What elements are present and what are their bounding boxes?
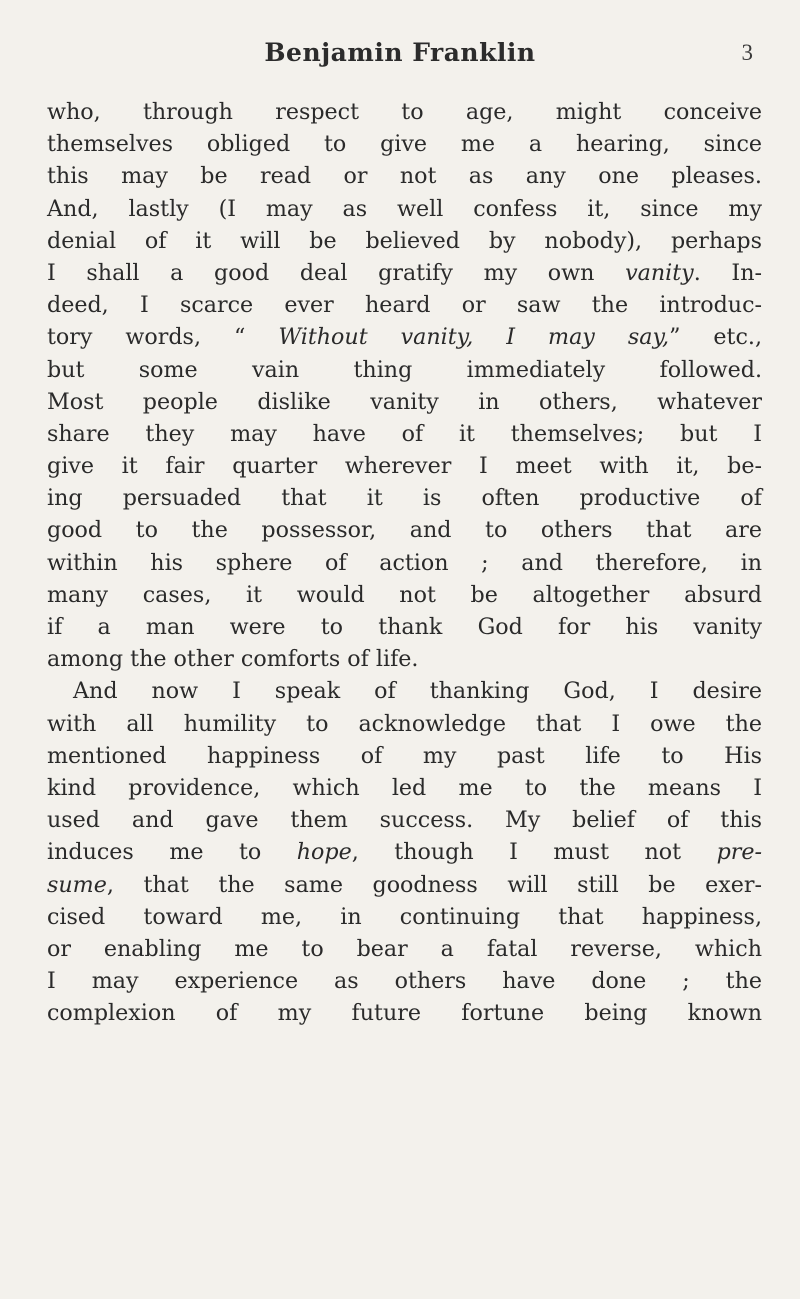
text-line: And now I speak of thanking God, I desire — [73, 678, 762, 705]
text-line: cised toward me, in continuing that happiness, — [47, 903, 762, 930]
text-line: ing persuaded that it is often productive of — [47, 485, 762, 512]
text-line: but some vain thing immediately followed. — [47, 356, 762, 383]
italic-word: vanity — [625, 259, 694, 286]
text-line: if a man were to thank God for his vanity — [47, 614, 762, 640]
italic-word: pre- — [716, 839, 762, 866]
text-line: themselves obliged to give me a hearing, since — [47, 131, 762, 158]
text-line: mentioned happiness of my past life to His — [47, 742, 762, 769]
text-line: induces me to hope, though I must not pre- — [47, 839, 762, 866]
text-line: tory words, “ Without vanity, I may say,” etc., — [47, 324, 763, 351]
body-text — [47, 96, 762, 1029]
text-line: many cases, it would not be altogether absurd — [47, 581, 762, 608]
text-line: among the other comforts of life. — [47, 646, 419, 673]
text-line: this may be read or not as any one pleases. — [47, 163, 762, 190]
text-line: share they may have of it themselves; but I — [47, 420, 762, 447]
text-line: within his sphere of action ; and therefore, in — [47, 549, 762, 576]
text-line: And, lastly (I may as well confess it, since my — [47, 195, 762, 222]
text-line: I shall a good deal gratify my own vanity. In- — [47, 259, 762, 286]
text-line: Most people dislike vanity in others, whatever — [47, 388, 762, 415]
running-title: Benjamin Franklin — [264, 38, 536, 67]
text-line: used and gave them success. My belief of this — [47, 807, 762, 834]
italic-word: hope — [296, 839, 352, 866]
text-line: complexion of my future fortune being known — [47, 1000, 762, 1027]
text-line: sume, that the same goodness will still be exer- — [47, 871, 762, 898]
text-line: or enabling me to bear a fatal reverse, which — [47, 935, 762, 962]
text-line: give it fair quarter wherever I meet with it, be- — [47, 453, 762, 480]
text-line: I may experience as others have done ; the — [47, 968, 762, 995]
text-line: who, through respect to age, might conceive — [47, 99, 762, 125]
text-line: good to the possessor, and to others that are — [47, 517, 762, 544]
text-line: denial of it will be believed by nobody), perhaps — [47, 227, 762, 254]
page-number: 3 — [741, 40, 753, 65]
running-head — [0, 38, 800, 78]
text-line: deed, I scarce ever heard or saw the introduc- — [47, 292, 762, 319]
italic-word: sume — [47, 871, 107, 898]
text-line: kind providence, which led me to the means I — [47, 774, 762, 801]
italic-phrase: Without vanity, I may say, — [278, 324, 670, 351]
text-line: with all humility to acknowledge that I owe the — [47, 710, 762, 737]
